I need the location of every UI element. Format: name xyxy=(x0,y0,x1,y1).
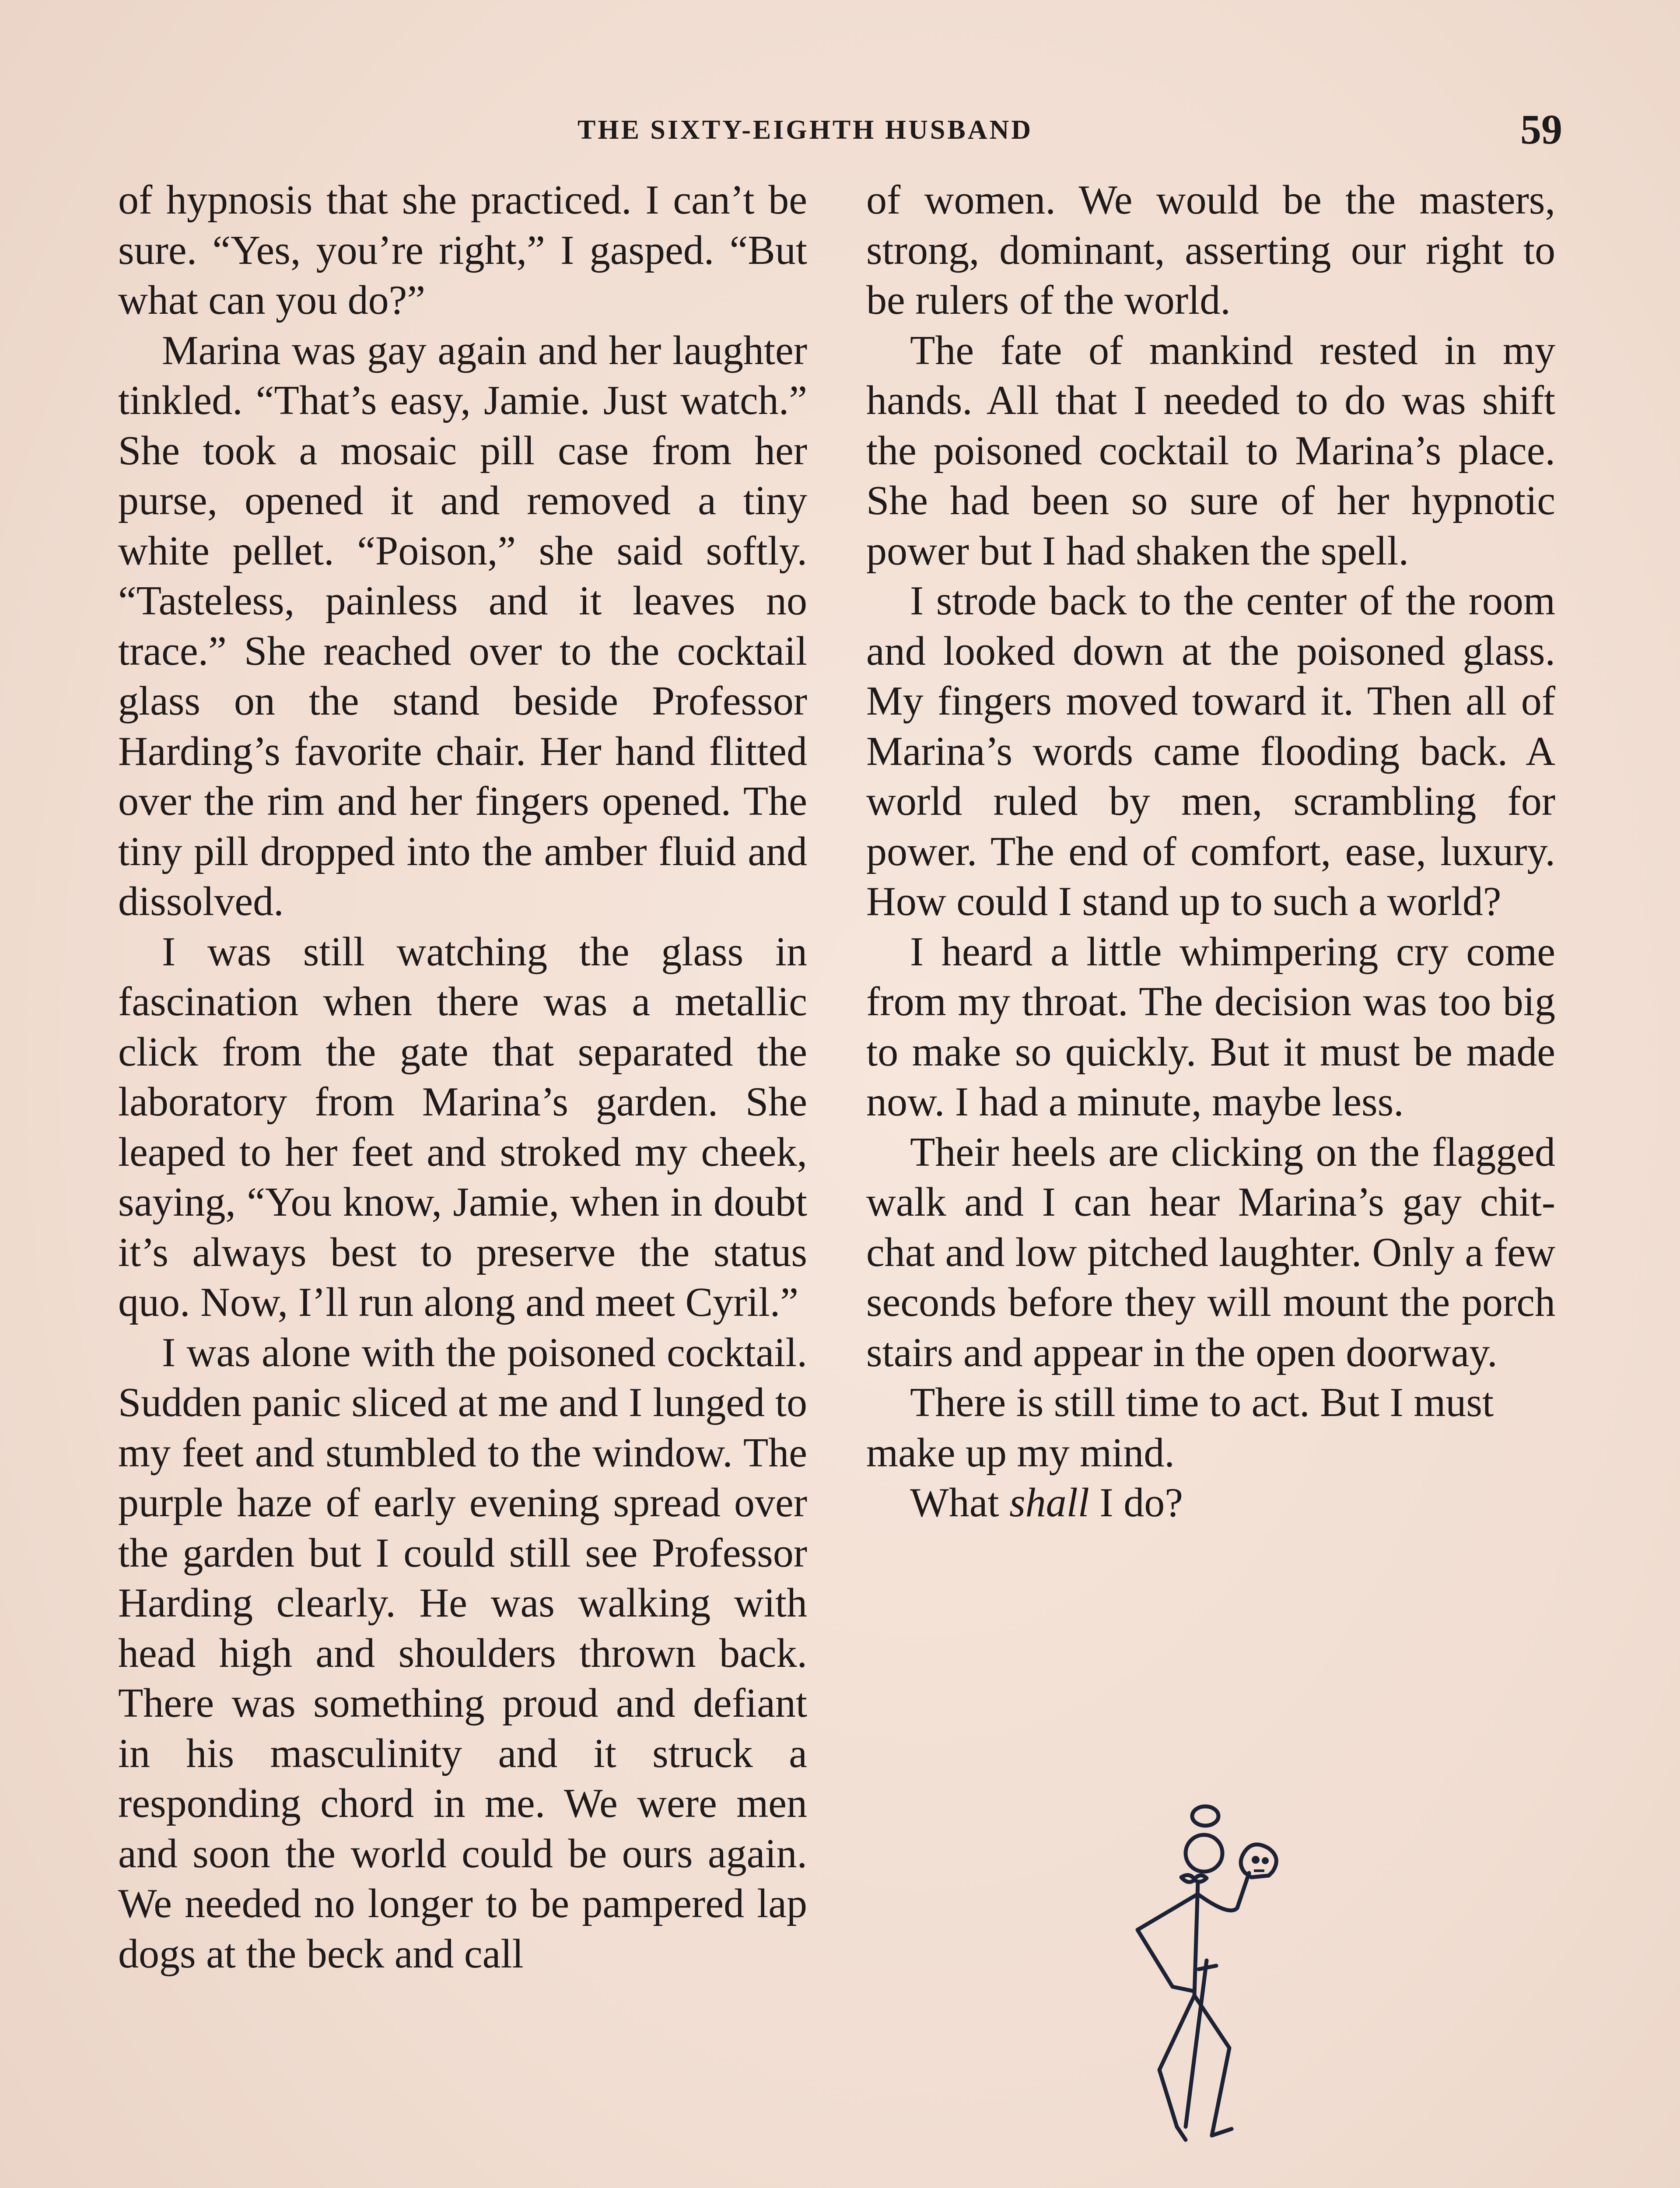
closing-emphasis: shall xyxy=(1009,1480,1089,1525)
paragraph: I was alone with the poisoned cocktail. Sudden panic sliced at me and I lunged to my feet and stumbled to the window. The purple haze of early evening spread over the garden but I could still see Professor Harding clearly. He was walking with head high and shoulders thrown back. There was something proud and defiant in his masculinity and it struck a responding chord in me. We were men and soon the world could be ours again. We needed no longer to be pampered lap dogs at the beck and call xyxy=(118,1329,807,1977)
paragraph: There is still time to act. But I must make up my mind. xyxy=(866,1380,1494,1476)
running-head: THE SIXTY-EIGHTH HUSBAND xyxy=(578,115,1033,145)
paragraph: Marina was gay again and her laughter tinkled. “That’s easy, Jamie. Just watch.” She took a mosaic pill case from her purse, opened it and removed a tiny white pellet. “Poison,” she said softly. “Tasteless, painless and it leaves no trace.” She reached over to the cocktail glass on the stand beside Professor Harding’s favorite chair. Her hand flitted over the rim and her fingers opened. The tiny pill dropped into the amber fluid and dissolved. xyxy=(118,327,807,924)
right-text-column xyxy=(866,175,1555,1528)
paragraph: I was still watching the glass in fascination when there was a metallic click from the gate that separated the laboratory from Marina’s garden. She leaped to her feet and stroked my cheek, saying, “You know, Jamie, when in doubt it’s always best to preserve the status quo. Now, I’ll run along and meet Cyril.” xyxy=(118,929,807,1325)
paragraph: of women. We would be the masters, strong, dominant, asserting our right to be rulers of the world. xyxy=(866,177,1555,323)
paragraph: The fate of mankind rested in my hands. All that I needed to do was shift the poisoned cocktail to Marina’s place. She had been so sure of her hypnotic power but I had shaken the spell. xyxy=(866,327,1555,574)
haloed-stick-figure-with-skull-icon xyxy=(1129,1803,1295,2144)
paragraph: I strode back to the center of the room and looked down at the poisoned glass. My fingers moved toward it. Then all of Marina’s words came flooding back. A world ruled by men, scrambling for power. The end of comfort, ease, luxury. How could I stand up to such a world? xyxy=(866,578,1555,924)
paragraph: of hypnosis that she practiced. I can’t be sure. “Yes, you’re right,” I gasped. “But what can you do?” xyxy=(118,177,807,323)
left-text-column xyxy=(118,175,807,1979)
closing-text: I do? xyxy=(1089,1480,1183,1525)
paragraph: I heard a little whimpering cry come from my throat. The decision was too big to make so quickly. But it must be made now. I had a minute, maybe less. xyxy=(866,929,1555,1125)
closing-line xyxy=(866,1478,1555,1528)
closing-text: What xyxy=(910,1480,1010,1525)
page-number: 59 xyxy=(1520,106,1562,153)
paragraph: Their heels are clicking on the flagged walk and I can hear Marina’s gay chit-chat and low pitched laughter. Only a few seconds before they will mount the porch stairs and appear in the open doorway. xyxy=(866,1129,1555,1375)
